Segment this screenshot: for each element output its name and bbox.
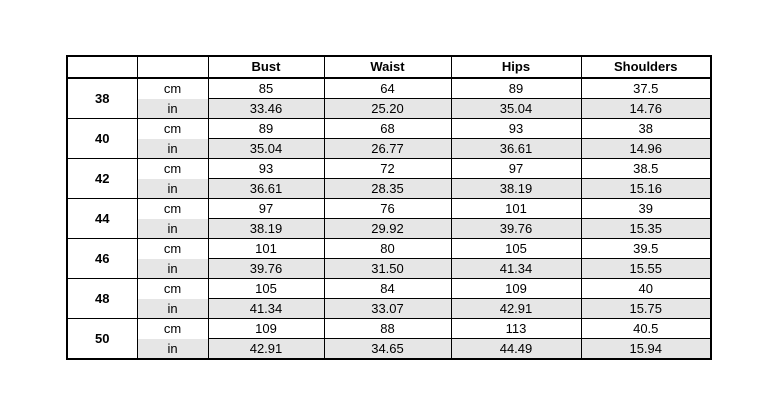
table-row — [67, 319, 711, 339]
value-cell-cm: 80 — [324, 239, 451, 259]
value-cell-cm: 37.5 — [581, 78, 711, 99]
value-cell-in: 36.61 — [208, 179, 324, 199]
value-cell-in: 42.91 — [208, 339, 324, 360]
value-cell-in: 44.49 — [451, 339, 581, 360]
value-cell-cm: 84 — [324, 279, 451, 299]
unit-cell-in: in — [137, 139, 208, 159]
value-cell-cm: 97 — [208, 199, 324, 219]
value-cell-cm: 40.5 — [581, 319, 711, 339]
value-cell-in: 33.46 — [208, 99, 324, 119]
value-cell-in: 38.19 — [208, 219, 324, 239]
size-cell: 42 — [67, 159, 137, 199]
unit-cell-in: in — [137, 99, 208, 119]
value-cell-cm: 93 — [451, 119, 581, 139]
value-cell-cm: 109 — [208, 319, 324, 339]
value-cell-cm: 105 — [208, 279, 324, 299]
size-cell: 44 — [67, 199, 137, 239]
value-cell-in: 15.94 — [581, 339, 711, 360]
size-cell: 40 — [67, 119, 137, 159]
value-cell-cm: 89 — [208, 119, 324, 139]
table-row — [67, 259, 711, 279]
value-cell-cm: 97 — [451, 159, 581, 179]
unit-cell-in: in — [137, 339, 208, 360]
value-cell-in: 31.50 — [324, 259, 451, 279]
unit-cell-in: in — [137, 299, 208, 319]
unit-cell-in: in — [137, 219, 208, 239]
value-cell-in: 39.76 — [208, 259, 324, 279]
value-cell-in: 42.91 — [451, 299, 581, 319]
table-row — [67, 119, 711, 139]
value-cell-cm: 76 — [324, 199, 451, 219]
value-cell-cm: 38.5 — [581, 159, 711, 179]
header-cell-waist: Waist — [324, 56, 451, 78]
value-cell-in: 39.76 — [451, 219, 581, 239]
value-cell-cm: 101 — [208, 239, 324, 259]
table-row — [67, 339, 711, 360]
header-cell-bust: Bust — [208, 56, 324, 78]
unit-cell-cm: cm — [137, 78, 208, 99]
value-cell-cm: 88 — [324, 319, 451, 339]
unit-cell-cm: cm — [137, 279, 208, 299]
value-cell-cm: 109 — [451, 279, 581, 299]
value-cell-cm: 105 — [451, 239, 581, 259]
value-cell-in: 15.35 — [581, 219, 711, 239]
unit-cell-in: in — [137, 259, 208, 279]
value-cell-cm: 40 — [581, 279, 711, 299]
table-row — [67, 179, 711, 199]
unit-cell-cm: cm — [137, 199, 208, 219]
value-cell-in: 35.04 — [208, 139, 324, 159]
table-row — [67, 99, 711, 119]
value-cell-cm: 85 — [208, 78, 324, 99]
value-cell-in: 15.55 — [581, 259, 711, 279]
value-cell-cm: 39 — [581, 199, 711, 219]
unit-cell-cm: cm — [137, 239, 208, 259]
table-row — [67, 199, 711, 219]
table-row — [67, 279, 711, 299]
table-row — [67, 139, 711, 159]
value-cell-in: 41.34 — [451, 259, 581, 279]
value-cell-cm: 89 — [451, 78, 581, 99]
table-row — [67, 159, 711, 179]
value-cell-in: 25.20 — [324, 99, 451, 119]
value-cell-cm: 38 — [581, 119, 711, 139]
header-row — [67, 56, 711, 78]
unit-cell-in: in — [137, 179, 208, 199]
value-cell-in: 41.34 — [208, 299, 324, 319]
value-cell-cm: 113 — [451, 319, 581, 339]
value-cell-in: 28.35 — [324, 179, 451, 199]
value-cell-in: 14.96 — [581, 139, 711, 159]
value-cell-cm: 72 — [324, 159, 451, 179]
unit-cell-cm: cm — [137, 319, 208, 339]
value-cell-in: 35.04 — [451, 99, 581, 119]
value-cell-in: 15.75 — [581, 299, 711, 319]
header-cell-shoulders: Shoulders — [581, 56, 711, 78]
size-chart-body — [67, 78, 711, 359]
size-chart-table — [66, 55, 712, 360]
header-cell-unit — [137, 56, 208, 78]
value-cell-in: 26.77 — [324, 139, 451, 159]
value-cell-cm: 64 — [324, 78, 451, 99]
value-cell-in: 15.16 — [581, 179, 711, 199]
table-row — [67, 78, 711, 99]
size-cell: 46 — [67, 239, 137, 279]
value-cell-in: 33.07 — [324, 299, 451, 319]
size-cell: 50 — [67, 319, 137, 360]
unit-cell-cm: cm — [137, 119, 208, 139]
table-row — [67, 219, 711, 239]
value-cell-cm: 68 — [324, 119, 451, 139]
unit-cell-cm: cm — [137, 159, 208, 179]
value-cell-in: 38.19 — [451, 179, 581, 199]
table-row — [67, 299, 711, 319]
value-cell-in: 14.76 — [581, 99, 711, 119]
table-row — [67, 239, 711, 259]
header-cell-size — [67, 56, 137, 78]
header-cell-hips: Hips — [451, 56, 581, 78]
size-cell: 48 — [67, 279, 137, 319]
value-cell-in: 34.65 — [324, 339, 451, 360]
value-cell-in: 36.61 — [451, 139, 581, 159]
value-cell-in: 29.92 — [324, 219, 451, 239]
size-cell: 38 — [67, 78, 137, 119]
value-cell-cm: 101 — [451, 199, 581, 219]
value-cell-cm: 93 — [208, 159, 324, 179]
value-cell-cm: 39.5 — [581, 239, 711, 259]
